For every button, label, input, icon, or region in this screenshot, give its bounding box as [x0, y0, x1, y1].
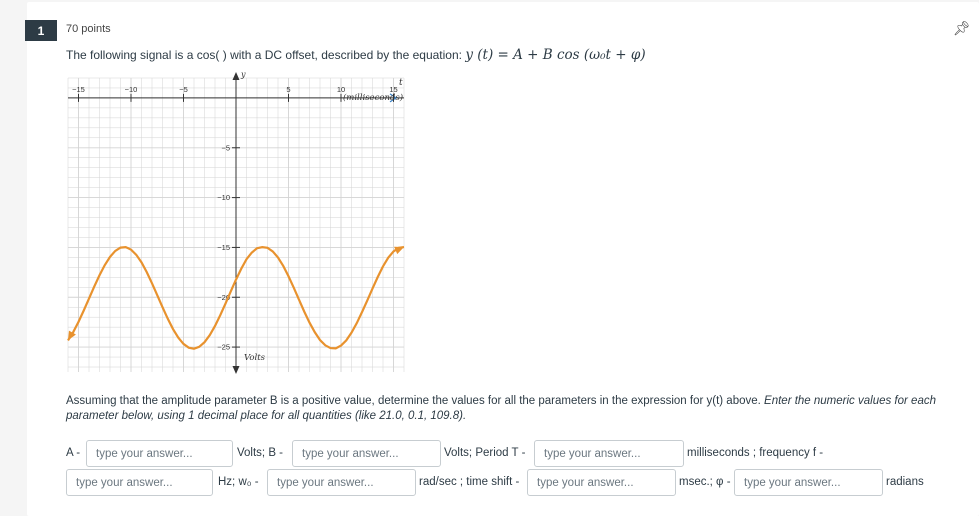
answer-time-shift-input[interactable]	[527, 469, 676, 496]
y-unit-label: Volts	[244, 353, 265, 363]
signal-equation: y (t) = A + B cos (ω₀t + φ)	[465, 47, 646, 63]
y-axis-arrow-up	[233, 72, 240, 80]
y-tick-label: −15	[217, 242, 230, 252]
y-tick-label: −10	[217, 193, 230, 203]
instructions	[66, 394, 956, 424]
pin-icon[interactable]: 📌︎	[953, 20, 971, 36]
t-tick-label: −5	[179, 84, 188, 94]
label-radians: radians	[886, 476, 924, 488]
t-unit-label: (milliseconds)	[342, 93, 404, 103]
y-tick-label: −20	[217, 292, 230, 302]
answer-w0-input[interactable]	[267, 469, 416, 496]
y-axis-label: y	[241, 70, 246, 79]
question-prompt	[66, 47, 646, 63]
t-tick-label: 15	[389, 84, 398, 94]
answer-period-input[interactable]	[534, 440, 684, 467]
prompt-text: The following signal is a cos( ) with a DC offset, described by the equation:	[66, 48, 462, 62]
label-volts-b: Volts; B -	[237, 447, 284, 459]
question-points: 70 points	[66, 23, 111, 35]
answer-a-input[interactable]	[86, 440, 233, 467]
question-number: 1	[25, 20, 57, 41]
t-tick-label: −10	[124, 84, 138, 94]
label-volts-period: Volts; Period T -	[444, 447, 526, 459]
answer-phi-input[interactable]	[734, 469, 883, 496]
label-a: A -	[66, 447, 81, 459]
y-axis-arrow-down	[233, 366, 240, 374]
label-hz-w0: Hz; w₀ -	[218, 476, 259, 488]
t-tick-label: −15	[72, 84, 85, 94]
t-tick-label: 5	[286, 84, 291, 94]
label-rad-time-shift: rad/sec ; time shift -	[419, 476, 520, 488]
y-tick-label: −5	[221, 143, 230, 153]
signal-graph	[66, 70, 408, 375]
t-tick-label: 10	[336, 84, 346, 94]
instructions-text: Assuming that the amplitude parameter B is a positive value, determine the values for all the parameters in the expression for y(t) above.	[66, 395, 761, 407]
label-ms-frequency: milliseconds ; frequency f -	[687, 447, 824, 459]
answer-b-input[interactable]	[292, 440, 441, 467]
graph-ticks	[72, 85, 398, 352]
label-msec-phi: msec.; φ -	[679, 476, 731, 488]
y-tick-label: −25	[217, 342, 230, 352]
t-axis-label: t	[399, 78, 403, 88]
instructions-italic: Enter the numeric values for each parameter below, using 1 decimal place for all quantities (like 21.0, 0.1, 109.8).	[66, 395, 936, 422]
answer-frequency-input[interactable]	[66, 469, 213, 496]
